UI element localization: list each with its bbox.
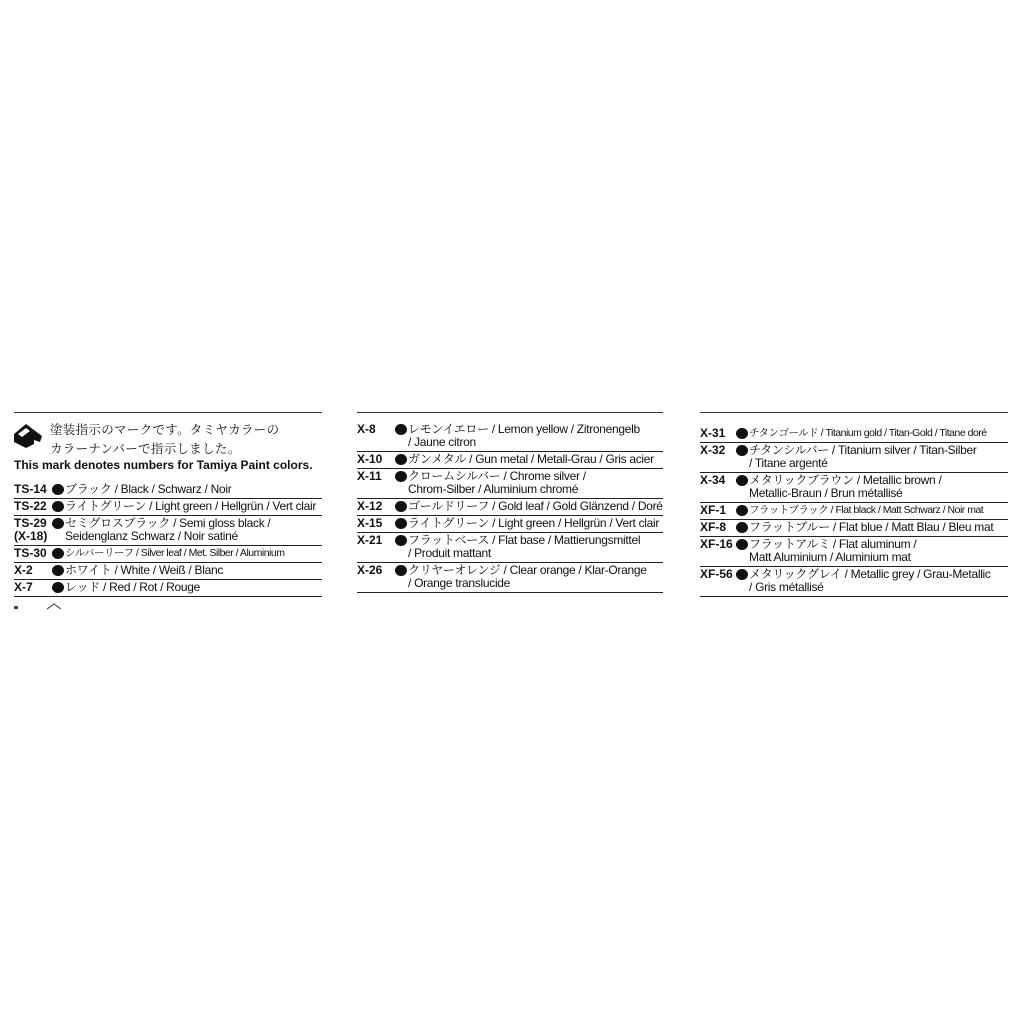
color-name: チタンゴールド / Titanium gold / Titan-Gold / Titane doré bbox=[749, 427, 987, 439]
paint-dot-icon bbox=[736, 428, 748, 439]
color-name: チタンシルバー / Titanium silver / Titan-Silber / Titane argenté bbox=[749, 443, 977, 470]
paint-dot-icon bbox=[395, 535, 407, 546]
color-row bbox=[700, 520, 1008, 537]
paint-code: XF-1 bbox=[700, 503, 727, 517]
color-row bbox=[14, 482, 322, 499]
paint-code: TS-30 bbox=[14, 546, 47, 560]
paint-code: X-11 bbox=[357, 469, 382, 483]
paint-dot-icon bbox=[52, 501, 64, 512]
paint-dot-icon bbox=[736, 569, 748, 580]
color-name: フラットアルミ / Flat aluminum / Matt Aluminium / Aluminium mat bbox=[749, 537, 917, 564]
paint-code: X-15 bbox=[357, 516, 383, 530]
color-name: フラットブラック / Flat black / Matt Schwarz / Noir mat bbox=[749, 504, 984, 516]
color-name: ブラック / Black / Schwarz / Noir bbox=[65, 482, 232, 496]
color-row bbox=[700, 503, 1008, 520]
color-row bbox=[357, 516, 663, 533]
paint-dot-icon bbox=[52, 565, 64, 576]
color-name: セミグロスブラック / Semi gloss black / Seidenglanz Schwarz / Noir satiné bbox=[65, 516, 271, 543]
paint-dot-icon bbox=[395, 501, 407, 512]
color-row bbox=[700, 537, 1008, 567]
color-name: ホワイト / White / Weiß / Blanc bbox=[65, 563, 224, 577]
color-name: シルバーリーフ / Silver leaf / Met. Silber / Aluminium bbox=[65, 547, 285, 559]
top-rule bbox=[357, 412, 663, 413]
color-row bbox=[700, 426, 1008, 443]
color-row bbox=[357, 499, 663, 516]
color-list-3 bbox=[700, 426, 1008, 597]
paint-dot-icon bbox=[736, 522, 748, 533]
header-jp-line2: カラーナンバーで指示しました。 bbox=[50, 442, 241, 456]
color-name: ライトグリーン / Light green / Hellgrün / Vert clair bbox=[65, 499, 317, 513]
paint-dot-icon bbox=[395, 454, 407, 465]
paint-code: X-34 bbox=[700, 473, 726, 487]
color-name: クロームシルバー / Chrome silver / Chrom-Silber / Aluminium chromé bbox=[408, 469, 586, 496]
color-row bbox=[700, 473, 1008, 503]
color-row bbox=[14, 499, 322, 516]
paint-dot-icon bbox=[52, 582, 64, 593]
color-name: ガンメタル / Gun metal / Metall-Grau / Gris acier bbox=[408, 452, 654, 466]
paint-dot-icon bbox=[395, 471, 407, 482]
color-row bbox=[14, 580, 322, 597]
color-row bbox=[14, 563, 322, 580]
top-rule bbox=[700, 412, 1008, 413]
paint-code: X-12 bbox=[357, 499, 383, 513]
color-name: フラットブルー / Flat blue / Matt Blau / Bleu mat bbox=[749, 520, 994, 534]
color-name: フラットベース / Flat base / Mattierungsmittel / Produit mattant bbox=[408, 533, 641, 560]
paint-code: XF-56 bbox=[700, 567, 733, 581]
paint-code: X-10 bbox=[357, 452, 383, 466]
color-row bbox=[700, 567, 1008, 597]
paint-dot-icon bbox=[736, 475, 748, 486]
color-row bbox=[14, 516, 322, 546]
header-english: This mark denotes numbers for Tamiya Paint colors. bbox=[14, 458, 313, 472]
decorative-mark bbox=[14, 606, 18, 609]
header-japanese bbox=[50, 421, 279, 459]
paint-code: XF-16 bbox=[700, 537, 733, 551]
paint-dot-icon bbox=[395, 424, 407, 435]
paint-code: X-21 bbox=[357, 533, 383, 547]
paint-dot-icon bbox=[736, 539, 748, 550]
color-name: クリヤーオレンジ / Clear orange / Klar-Orange / Orange translucide bbox=[408, 563, 647, 590]
legend-column-1 bbox=[14, 412, 322, 594]
color-row bbox=[357, 452, 663, 469]
color-name: レモンイエロー / Lemon yellow / Zitronengelb / Jaune citron bbox=[408, 422, 640, 449]
color-row bbox=[14, 546, 322, 563]
color-row bbox=[357, 469, 663, 499]
paint-code: X-26 bbox=[357, 563, 383, 577]
paint-dot-icon bbox=[395, 518, 407, 529]
color-name: レッド / Red / Rot / Rouge bbox=[65, 580, 201, 594]
color-row bbox=[357, 533, 663, 563]
paint-code: X-32 bbox=[700, 443, 726, 457]
paint-code: TS-22 bbox=[14, 499, 47, 513]
color-name: ゴールドリーフ / Gold leaf / Gold Glänzend / Doré bbox=[408, 499, 663, 513]
legend-header bbox=[14, 412, 322, 482]
paint-dot-icon bbox=[736, 445, 748, 456]
header-jp-line1: 塗装指示のマークです。タミヤカラーの bbox=[50, 423, 280, 437]
paint-dot-icon bbox=[395, 565, 407, 576]
paint-dot-icon bbox=[52, 518, 64, 529]
color-list-2 bbox=[357, 422, 663, 593]
paint-dot-icon bbox=[736, 505, 748, 516]
paint-code: X-8 bbox=[357, 422, 376, 436]
paint-dot-icon bbox=[52, 548, 64, 559]
color-name: ライトグリーン / Light green / Hellgrün / Vert clair bbox=[408, 516, 660, 530]
paint-code: X-7 bbox=[14, 580, 33, 594]
paint-code: TS-14 bbox=[14, 482, 47, 496]
color-name: メタリックグレイ / Metallic grey / Grau-Metallic / Gris métallisé bbox=[749, 567, 991, 594]
color-name: メタリックブラウン / Metallic brown / Metallic-Braun / Brun métallisé bbox=[749, 473, 942, 500]
paint-dot-icon bbox=[52, 484, 64, 495]
paint-code: X-2 bbox=[14, 563, 33, 577]
color-row bbox=[700, 443, 1008, 473]
color-row bbox=[357, 563, 663, 593]
paint-mark-icon bbox=[14, 422, 48, 448]
paint-code: TS-29 (X-18) bbox=[14, 516, 48, 543]
paint-code: X-31 bbox=[700, 426, 726, 440]
paint-code: XF-8 bbox=[700, 520, 727, 534]
partial-glyph bbox=[46, 603, 62, 610]
color-row bbox=[357, 422, 663, 452]
color-list-1 bbox=[14, 482, 322, 597]
